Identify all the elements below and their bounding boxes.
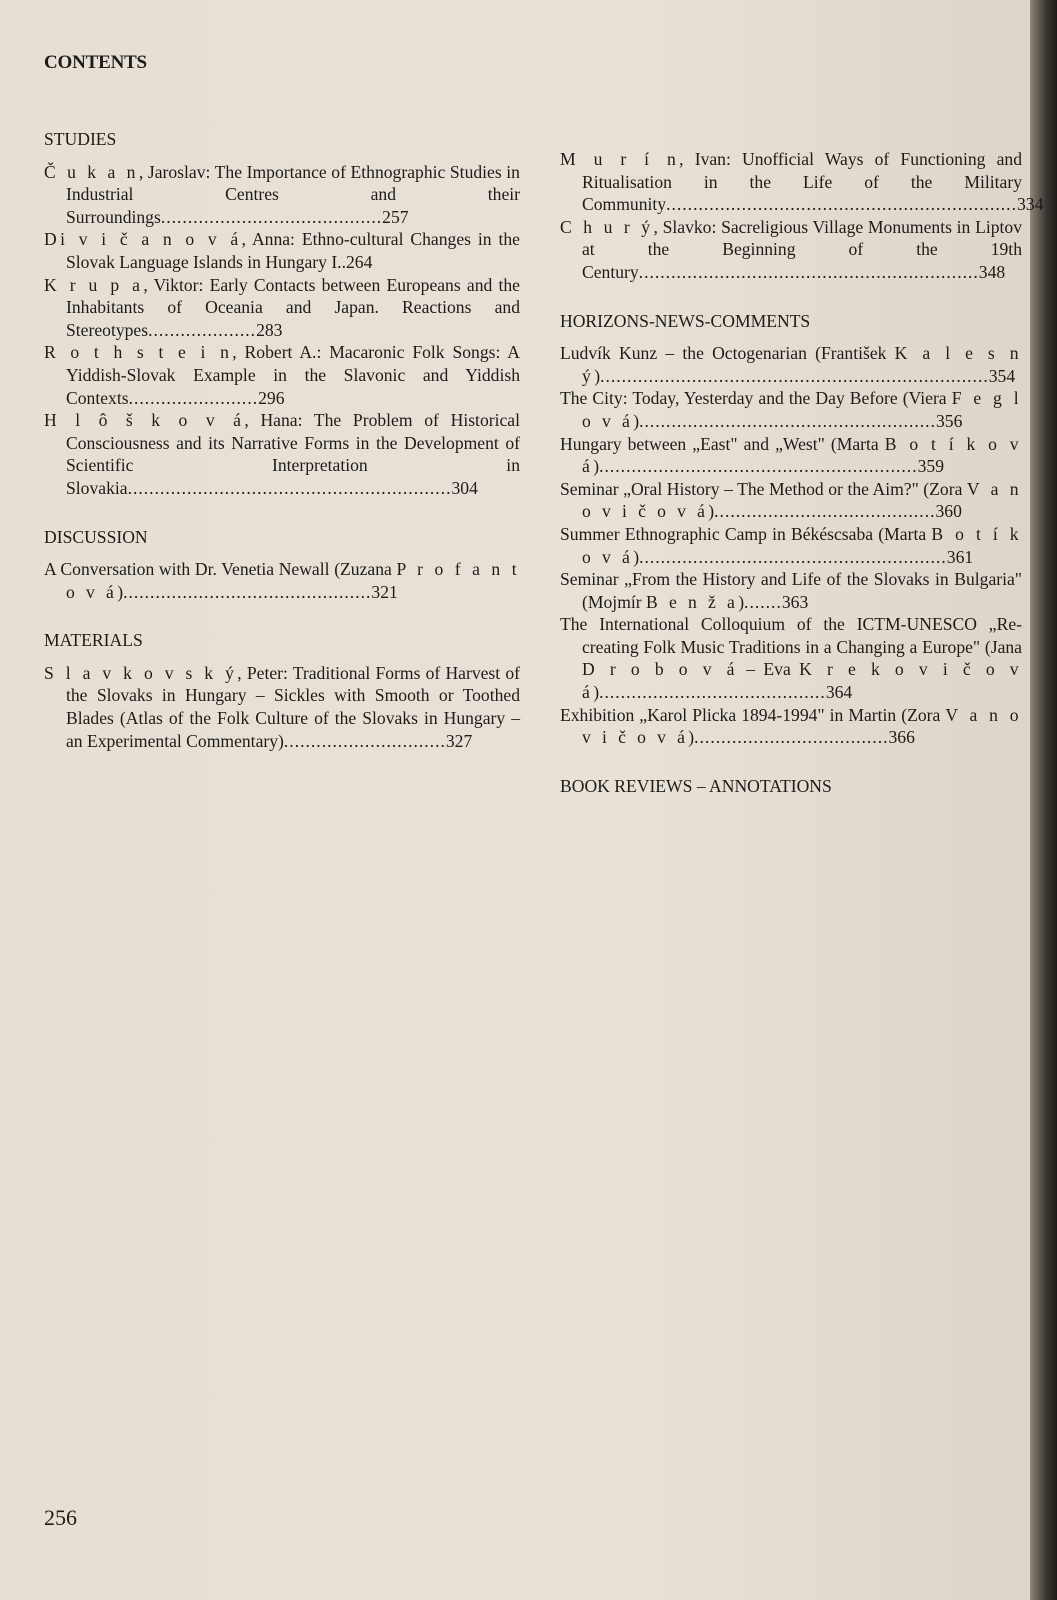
section-title-horizons: HORIZONS-NEWS-COMMENTS [560,310,811,331]
entry-leader-dots: ........................................................... [599,456,918,477]
entry-title: Exhibition „Karol Plicka 1894-1994" in Martin (Zora [560,704,946,725]
toc-entry [560,433,1022,478]
entry-author: S l a v k o v s k ý [44,662,238,683]
contents-heading: CONTENTS [44,52,147,73]
left-column [44,128,520,760]
entry-page-number: 366 [888,727,915,748]
entry-page-number: 364 [825,682,853,703]
entry-author: H l ô š k o v á [44,410,245,431]
entry-page-number: 264 [345,251,373,272]
entry-title-end: ) [708,501,715,522]
entry-author: K r e k o v i č o v á [582,659,1022,703]
discussion-list [44,558,520,603]
toc-entry [560,523,1022,568]
entry-author: M u r í n [560,149,680,169]
entry-author: Di v i č a n o v á [44,229,242,250]
entry-author: K r u p a [44,274,144,295]
section-title-materials: MATERIALS [44,630,143,651]
toc-entry [560,478,1022,523]
entry-page-number: 359 [917,456,944,477]
studies-list [44,161,520,500]
entry-page-number: 354 [988,365,1016,386]
entry-leader-dots: ........................................................................ [600,365,989,386]
toc-entry [44,228,520,273]
entry-author: C h u r ý [560,216,654,237]
toc-entry [560,342,1022,387]
entry-author: B e n ž a [646,591,739,612]
entry-author: V a n o v i č o v á [582,704,1022,748]
entry-page-number: 361 [946,546,974,567]
entry-title-end: ) [593,682,600,703]
entry-title: Hungary between „East" and „West" (Marta [560,433,885,454]
entry-page-number: 304 [451,477,478,498]
entry-leader-dots: .......................................... [599,682,826,703]
entry-title: , Peter: Traditional Forms of Harvest of the Slovaks in Hungary – Sickles with Smooth or Toothed Blades (Atlas of the Folk Culture of the Slovaks in Hungary – an Experimental Commentary) [66,662,520,751]
section-title-discussion: DISCUSSION [44,526,148,547]
entry-page-number: 334 [1016,194,1044,215]
toc-entry [44,274,520,342]
entry-leader-dots: ......................................... [714,501,936,522]
entry-title: The City: Today, Yesterday and the Day Before (Viera [560,388,952,409]
entry-title-end: ) [594,365,601,386]
toc-entry [560,568,1022,613]
entry-leader-dots: ............................................................... [638,261,979,282]
entry-title: Seminar „Oral History – The Method or the Aim?" (Zora [560,478,967,499]
entry-title: , Robert A.: Macaronic Folk Songs: A Yiddish-Slovak Example in the Slavonic and Yiddish Contexts [66,342,520,408]
entry-page-number: 360 [935,501,962,522]
section-title-studies: STUDIES [44,129,117,149]
entry-leader-dots: ....................................................... [639,410,936,431]
entry-title-end: ) [593,456,600,477]
page-number: 256 [44,1505,77,1530]
entry-leader-dots: .............................. [283,730,446,751]
toc-entry [560,704,1022,749]
entry-title: A Conversation with Dr. Venetia Newall (Zuzana [44,559,397,580]
entry-title: , Jaroslav: The Importance of Ethnographic Studies in Industrial Centres and their Surroundings [66,161,520,227]
entry-leader-dots: .................... [148,319,257,340]
entry-page-number: 257 [382,206,409,227]
entry-page-number: 327 [445,730,473,751]
entry-leader-dots: ......................................... [160,206,383,227]
entry-author: D r o b o v á [582,659,738,680]
entry-page-number: 363 [781,591,809,612]
entry-title-end: ) [633,546,640,567]
toc-entry [44,161,520,229]
entry-author: R o t h s t e i n [44,342,233,363]
entry-title: Seminar „From the History and Life of the Slovaks in Bulgaria" (Mojmír [560,569,1022,612]
entry-author: P r o f a n t o v á [66,559,521,602]
entry-title-end: ) [117,581,124,602]
entry-page-number: 296 [258,387,285,408]
entry-leader-dots: ............................................................ [127,477,452,498]
entry-leader-dots: ................................................................. [666,194,1017,215]
toc-entry [560,216,1022,284]
entry-title-end: – Eva [737,659,800,680]
entry-page-number: 348 [978,261,1006,282]
entry-page-number: 356 [935,410,963,431]
entry-title-end: ) [738,591,745,612]
entry-leader-dots: .................................... [694,727,889,748]
toc-entry [560,613,1022,703]
entry-title: Summer Ethnographic Camp in Békéscsaba (Marta [560,523,932,544]
horizons-list [560,342,1022,749]
entry-author: F e g l o v á [582,388,1022,431]
entry-author: Č u k a n [44,161,139,182]
entry-leader-dots: ......................................................... [639,546,947,567]
entry-title: , Slavko: Sacreligious Village Monuments in Liptov at the Beginning of the 19th Century [582,216,1022,282]
entry-leader-dots: ....... [744,591,782,612]
entry-title: , Hana: The Problem of Historical Consciousness and its Narrative Forms in the Development of Scientific Interpretation in Slovakia [66,410,520,498]
entry-author: K a l e s n ý [582,343,1022,386]
page-edge-shadow [1030,0,1057,1600]
materials-continued-list [560,148,1044,284]
entry-page-number: 283 [256,319,283,340]
entry-author: B o t í k o v á [582,433,1022,477]
materials-list [44,662,520,752]
toc-entry [44,409,520,499]
entry-author: B o t í k o v á [582,523,1022,567]
entry-author: V a n o v i č o v á [582,478,1022,522]
toc-entry [560,387,1022,432]
entry-title: , Viktor: Early Contacts between Europeans and the Inhabitants of Oceania and Japan. Reactions and Stereotypes [66,274,520,340]
entry-title: Ludvík Kunz – the Octogenarian (František [560,343,895,364]
right-column [560,148,1044,807]
section-title-reviews: BOOK REVIEWS – ANNOTATIONS [560,775,832,796]
entry-title-end: ) [633,410,640,431]
toc-entry [44,662,520,752]
entry-title: , Ivan: Unofficial Ways of Functioning and Ritualisation in the Life of the Military Community [582,149,1022,215]
toc-entry [44,558,520,603]
entry-page-number: 321 [371,581,398,602]
entry-title-end: ) [688,727,695,748]
entry-title: The International Colloquium of the ICTM-UNESCO „Re-creating Folk Music Traditions in a Changing a Europe" (Jana [560,614,1022,657]
entry-leader-dots: .............................................. [123,581,372,602]
entry-leader-dots: ........................ [128,387,259,408]
entry-title: , Anna: Ethno-cultural Changes in the Slovak Language Islands in Hungary I.. [66,229,520,272]
toc-entry [44,341,520,409]
toc-entry [560,148,1044,216]
